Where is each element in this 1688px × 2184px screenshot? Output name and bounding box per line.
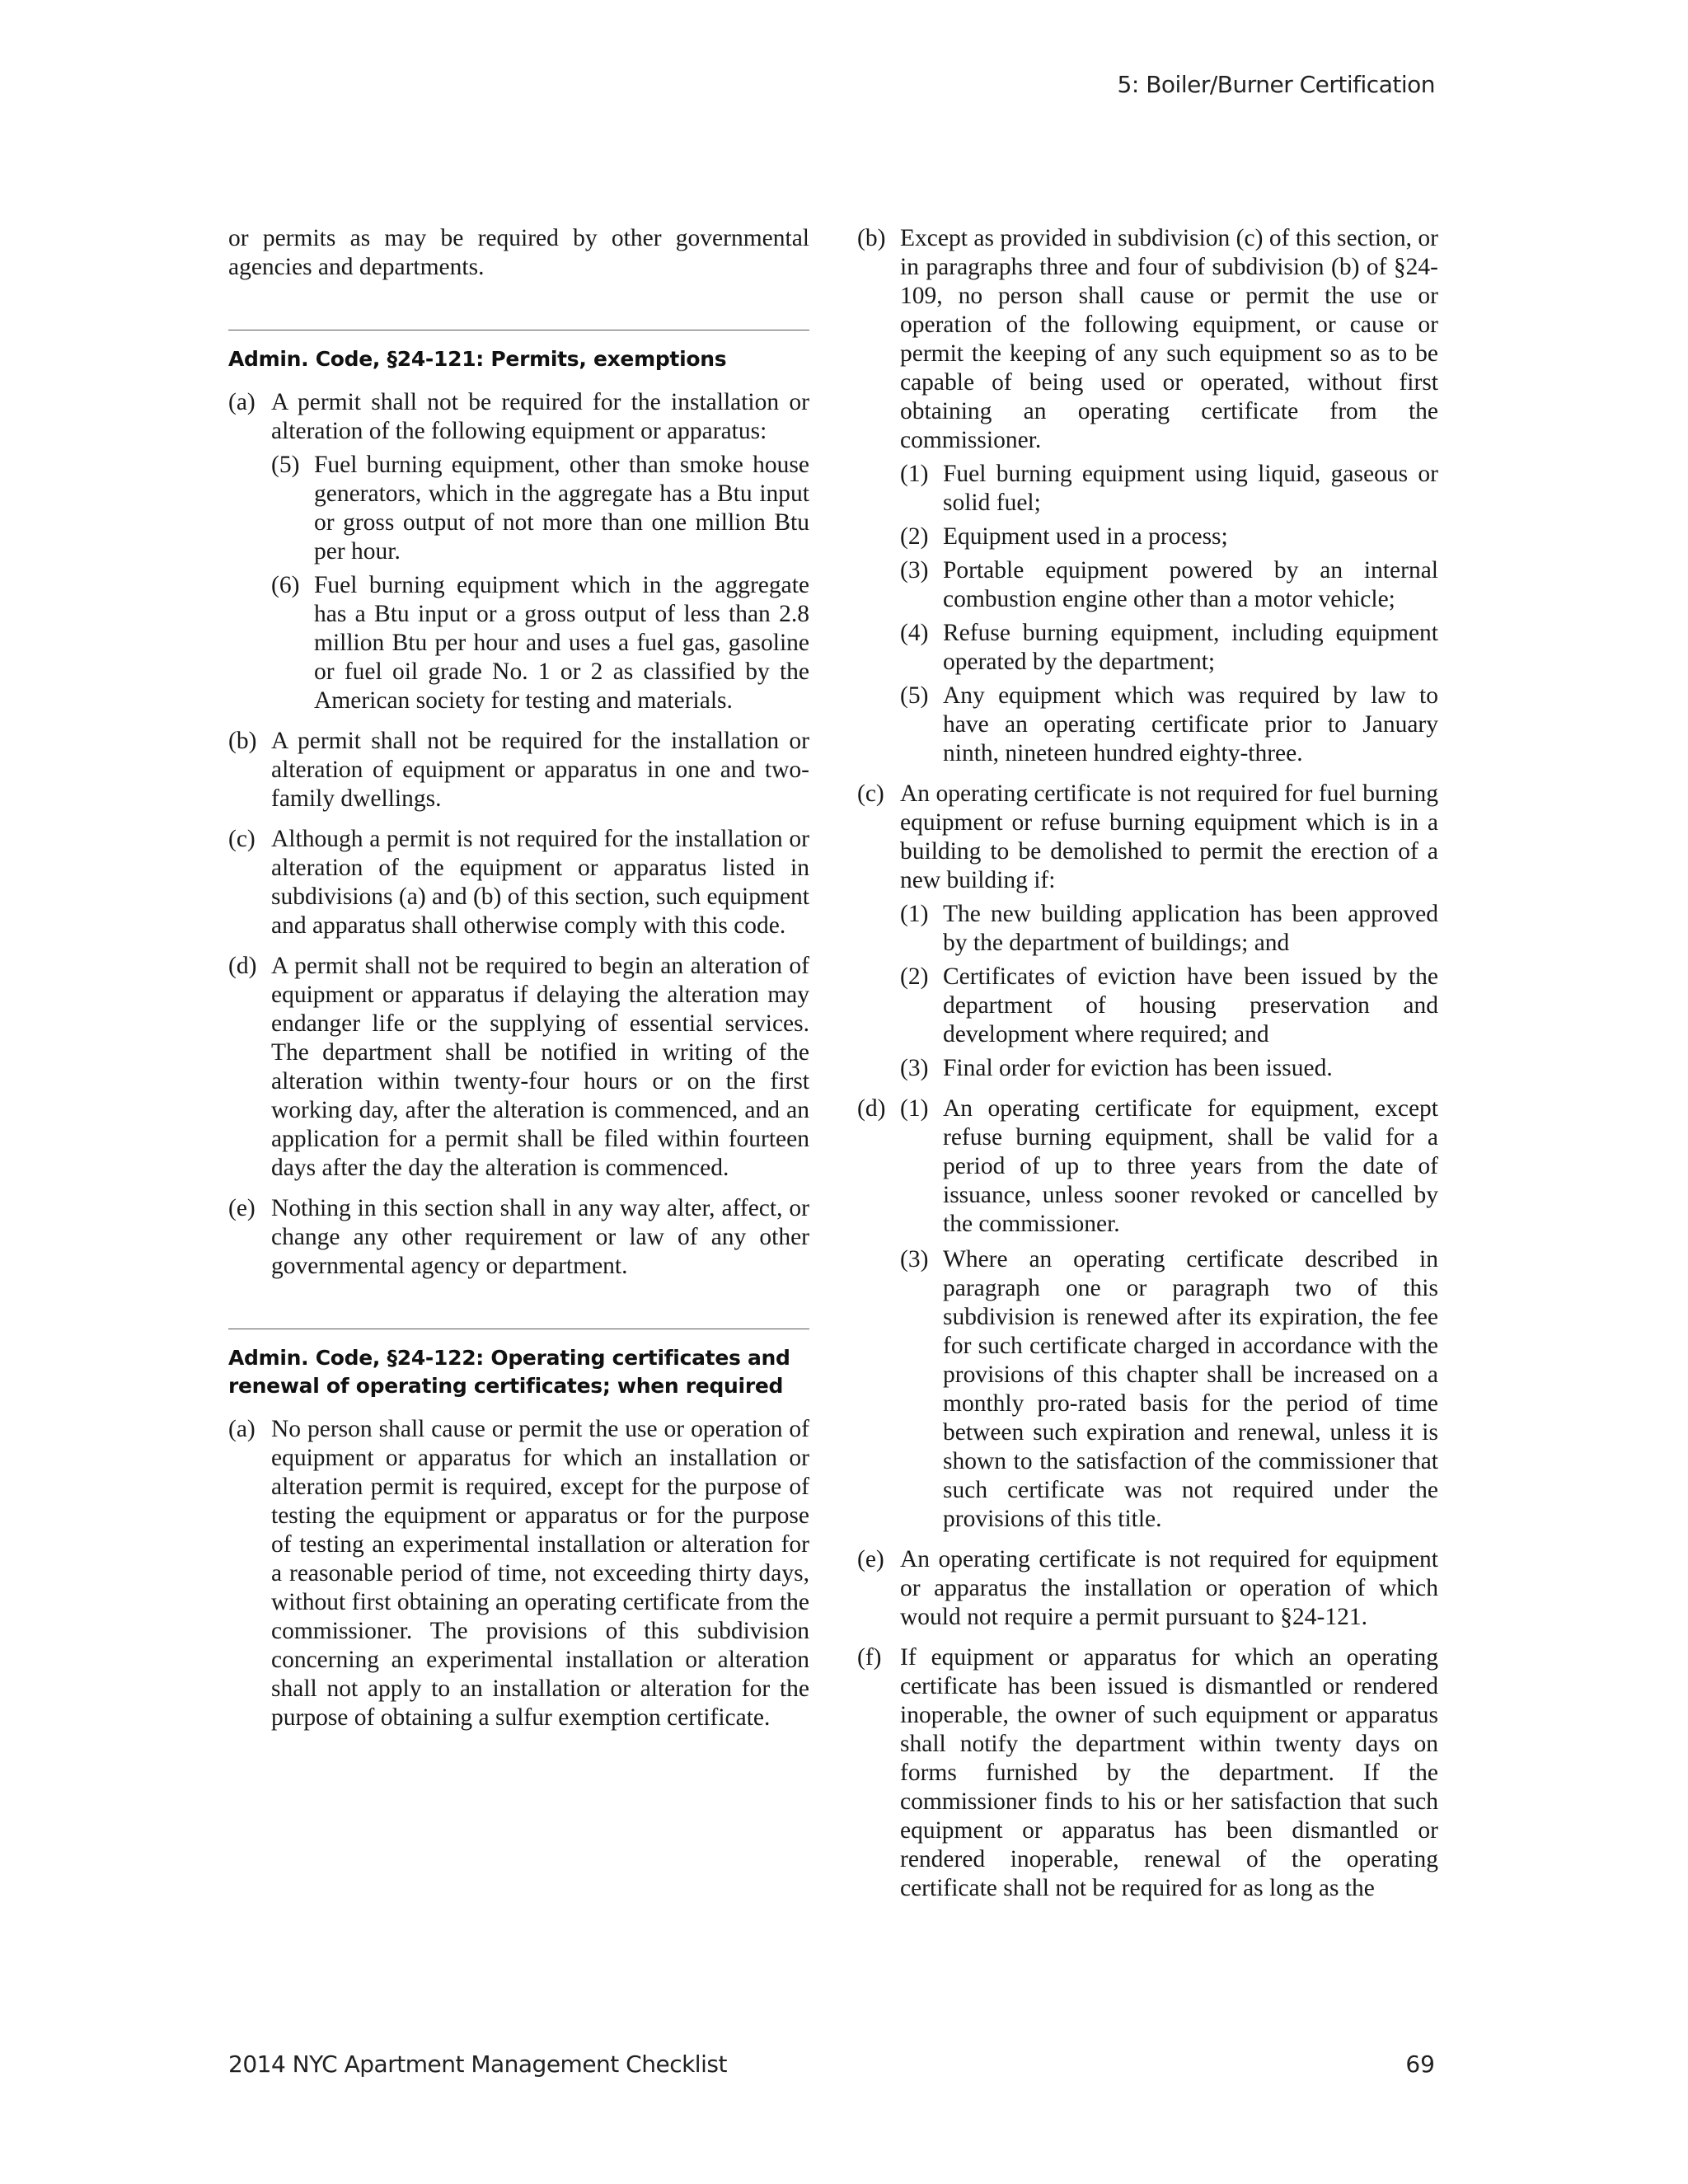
clause-label: (b) <box>228 728 257 754</box>
clause-b <box>228 727 809 813</box>
paragraph-label: (4) <box>900 620 929 646</box>
paragraph-text: Final order for eviction has been issued. <box>943 1055 1333 1081</box>
clause-text: Except as provided in subdivision (c) of this section, or in paragraphs three and four of subdivision (b) of §24-109, no person shall cause or permit the use or operation of the following equipment, or cause or permit the keeping of any such equipment so as to be capable of being used or operated, without first obtaining an operating certificate from the commissioner. <box>900 225 1438 453</box>
footer-publication: 2014 NYC Apartment Management Checklist <box>228 2050 727 2078</box>
clause-text: No person shall cause or permit the use or operation of equipment or apparatus for which an installation or alteration permit is required, except for the purpose of testing the equipment or apparatus or for the purpose of testing an experimental installation or alteration for a reasonable period of time, not exceeding thirty days, without first obtaining an operating certificate from the commissioner. The provisions of this subdivision concerning an experimental installation or alteration shall not apply to an installation or alteration for the purpose of obtaining a sulfur exemption certificate. <box>271 1416 809 1731</box>
clause-b <box>857 224 1438 768</box>
paragraph-label: (2) <box>900 523 929 550</box>
paragraph-text: The new building application has been approved by the department of buildings; and <box>943 901 1438 956</box>
clause-label: (b) <box>857 225 886 251</box>
clause-a <box>228 388 809 715</box>
clause-label: (e) <box>857 1546 884 1572</box>
paragraph-label: (1) <box>900 901 929 927</box>
paragraph-label: (1) <box>900 1095 929 1122</box>
paragraph-text: Fuel burning equipment, other than smoke house generators, which in the aggregate has a Btu input or gross output of not more than one million Btu per hour. <box>314 452 809 565</box>
paragraph-text: Refuse burning equipment, including equipment operated by the department; <box>943 620 1438 675</box>
paragraph-text: Certificates of eviction have been issued by the department of housing preservation and development where required; and <box>943 963 1438 1047</box>
clause-text: Nothing in this section shall in any way alter, affect, or change any other requirement or law of any other governmental agency or department. <box>271 1195 809 1279</box>
clause-d <box>228 952 809 1183</box>
running-header: 5: Boiler/Burner Certification <box>1117 71 1435 98</box>
right-column <box>857 224 1438 1915</box>
paragraph-text: Any equipment which was required by law to have an operating certificate prior to January ninth, nineteen hundred eighty-three. <box>943 682 1438 766</box>
clause-label: (a) <box>228 389 256 415</box>
clause-e <box>857 1545 1438 1632</box>
paragraph-label: (3) <box>900 557 929 583</box>
clause-text: An operating certificate is not required for fuel burning equipment or refuse burning equipment which is in a building to be demolished to permit the erection of a new building if: <box>900 780 1438 893</box>
paragraph-text: Portable equipment powered by an internal combustion engine other than a motor vehicle; <box>943 557 1438 612</box>
section-heading-24-122: Admin. Code, §24-122: Operating certificates and renewal of operating certificates; when required <box>228 1346 790 1398</box>
paragraph-3 <box>900 1054 1438 1083</box>
paragraph-text: Fuel burning equipment which in the aggregate has a Btu input or a gross output of less than 2.8 million Btu per hour and uses a fuel gas, gasoline or fuel oil grade No. 1 or 2 as classified by the American society for testing and materials. <box>314 572 809 714</box>
page-number: 69 <box>1405 2050 1435 2078</box>
clause-label: (e) <box>228 1195 256 1221</box>
paragraph-3 <box>900 556 1438 614</box>
paragraph-1 <box>900 900 1438 958</box>
section-heading-24-121: Admin. Code, §24-121: Permits, exemptions <box>228 347 727 371</box>
paragraph-2 <box>900 523 1438 551</box>
paragraph-text: An operating certificate for equipment, except refuse burning equipment, shall be valid for a period of up to three years from the date of issuance, unless sooner revoked or cancelled by the commissioner. <box>943 1095 1438 1237</box>
clause-text: Although a permit is not required for the installation or alteration of the equipment or apparatus listed in subdivisions (a) and (b) of this section, such equipment and apparatus shall otherwise comply with this code. <box>271 826 809 939</box>
paragraph-2 <box>900 963 1438 1049</box>
paragraph-label: (3) <box>900 1055 929 1081</box>
clause-label: (d) <box>857 1095 886 1122</box>
clause-d-cont <box>857 1245 1438 1534</box>
paragraph-text: Fuel burning equipment using liquid, gaseous or solid fuel; <box>943 461 1438 516</box>
paragraph-text: Where an operating certificate described in paragraph one or paragraph two of this subdivision is renewed after its expiration, the fee for such certificate charged in accordance with the provisions of this chapter shall be increased on a monthly pro-rated basis for the period of time between such expiration and renewal, unless it is shown to the satisfaction of the commissioner that such certificate was not required under the provisions of this title. <box>943 1246 1438 1532</box>
paragraph-label: (2) <box>900 963 929 990</box>
paragraph-6 <box>271 571 809 715</box>
clause-label: (c) <box>228 826 256 852</box>
paragraph-text: Equipment used in a process; <box>943 523 1228 550</box>
clause-e <box>228 1194 809 1281</box>
paragraph-3 <box>900 1245 1438 1534</box>
left-column <box>228 224 809 1744</box>
clause-d <box>857 1094 1438 1239</box>
clause-c <box>857 780 1438 1083</box>
paragraph-4 <box>900 619 1438 677</box>
paragraph-label: (5) <box>900 682 929 709</box>
continuation-text: or permits as may be required by other governmental agencies and departments. <box>228 225 809 280</box>
paragraph-5 <box>271 451 809 566</box>
paragraph-label: (1) <box>900 461 929 487</box>
clause-text: If equipment or apparatus for which an operating certificate has been issued is dismantled or rendered inoperable, the owner of such equipment or apparatus shall notify the department within twenty days on forms furnished by the department. If the commissioner finds to his or her satisfaction that such equipment or apparatus has been dismantled or rendered inoperable, renewal of the operating certificate shall not be required for as long as the <box>900 1644 1438 1901</box>
clause-c <box>228 825 809 940</box>
clause-f <box>857 1643 1438 1903</box>
paragraph-label: (3) <box>900 1246 929 1272</box>
clause-text: A permit shall not be required for the installation or alteration of the following equipment or apparatus: <box>271 389 809 444</box>
paragraph-label: (5) <box>271 452 300 478</box>
paragraph-5 <box>900 682 1438 768</box>
clause-text: An operating certificate is not required for equipment or apparatus the installation or operation of which would not require a permit pursuant to §24-121. <box>900 1546 1438 1630</box>
clause-text: A permit shall not be required to begin an alteration of equipment or apparatus if delaying the alteration may endanger life or the supplying of essential services. The department shall be notified in writing of the alteration within twenty-four hours or on the first working day, after the alteration is commenced, and an application for a permit shall be filed within fourteen days after the day the alteration is commenced. <box>271 953 809 1181</box>
paragraph-label: (6) <box>271 572 300 598</box>
clause-a <box>228 1415 809 1732</box>
clause-label: (c) <box>857 780 884 807</box>
clause-label: (d) <box>228 953 257 979</box>
clause-label: (a) <box>228 1416 256 1442</box>
clause-label: (f) <box>857 1644 882 1671</box>
clause-text: A permit shall not be required for the installation or alteration of equipment or apparatus in one and two-family dwellings. <box>271 728 809 812</box>
paragraph-1 <box>900 460 1438 518</box>
